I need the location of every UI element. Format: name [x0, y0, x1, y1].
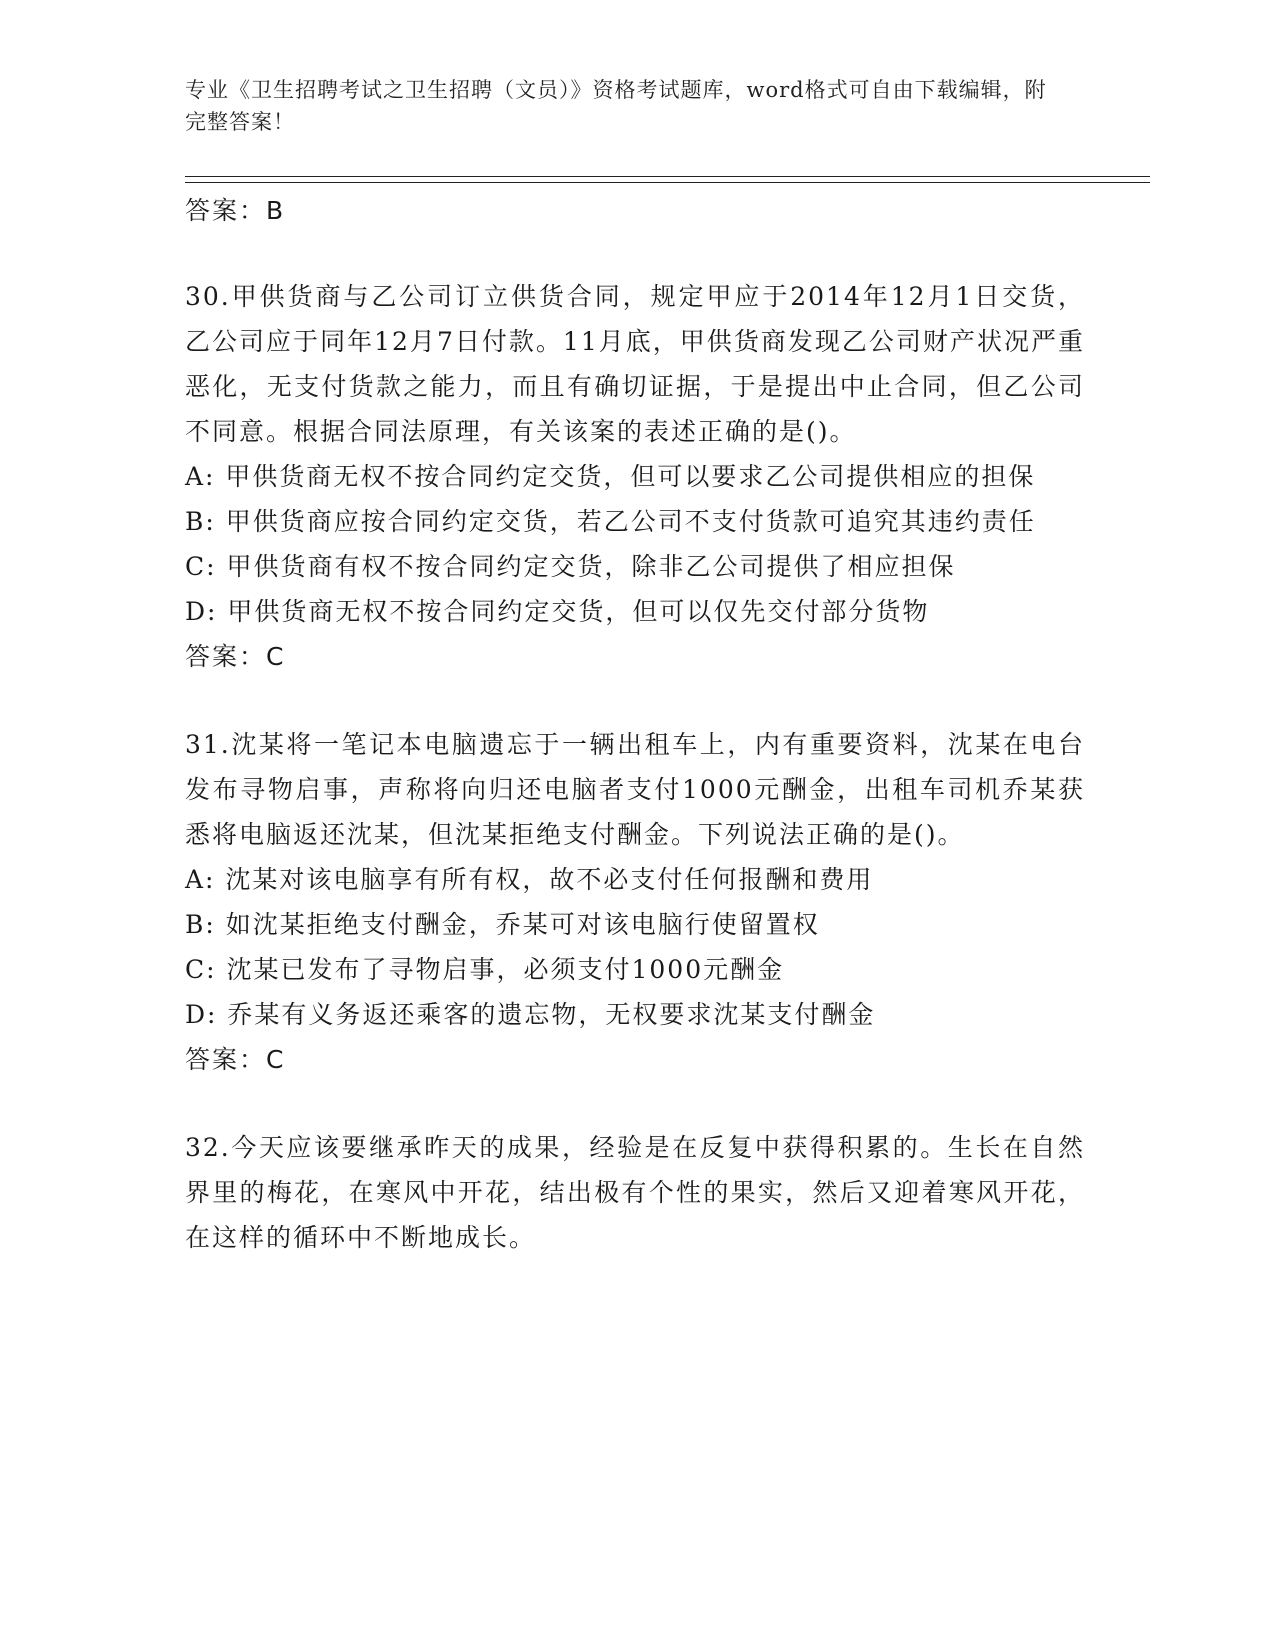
- question-31-option-c: C: 沈某已发布了寻物启事，必须支付1000元酬金: [185, 955, 785, 984]
- answer-30: 答案：C: [185, 642, 286, 671]
- question-32-text: [185, 1125, 1085, 1260]
- question-30-number: 30.: [185, 282, 231, 311]
- answer-29: 答案：B: [185, 196, 286, 225]
- question-31-option-a: A: 沈某对该电脑享有所有权，故不必支付任何报酬和费用: [185, 865, 874, 894]
- question-30-option-d: D: 甲供货商无权不按合同约定交货，但可以仅先交付部分货物: [185, 597, 930, 626]
- answer-31: 答案：C: [185, 1045, 286, 1074]
- question-31-stem: 沈某将一笔记本电脑遗忘于一辆出租车上，内有重要资料，沈某在电台发布寻物启事，声称将向归还电脑者支付1000元酬金，出租车司机乔某获悉将电脑返还沈某，但沈某拒绝支付酬金。下列说法正确的是()。: [185, 730, 1085, 849]
- question-31-option-d: D: 乔某有义务返还乘客的遗忘物，无权要求沈某支付酬金: [185, 1000, 876, 1029]
- question-30-option-b: B: 甲供货商应按合同约定交货，若乙公司不支付货款可追究其违约责任: [185, 507, 1036, 536]
- spacer: [185, 234, 1085, 274]
- question-30-stem: 甲供货商与乙公司订立供货合同，规定甲应于2014年12月1日交货，乙公司应于同年12月7日付款。11月底，甲供货商发现乙公司财产状况严重恶化，无支付货款之能力，而且有确切证据，于是提出中止合同，但乙公司不同意。根据合同法原理，有关该案的表述正确的是()。: [185, 282, 1085, 446]
- header-divider-top: [185, 176, 1150, 177]
- question-30: [185, 274, 1085, 680]
- header-note: 专业《卫生招聘考试之卫生招聘（文员）》资格考试题库，word格式可自由下载编辑，附完整答案！: [185, 78, 1047, 134]
- question-30-option-c: C: 甲供货商有权不按合同约定交货，除非乙公司提供了相应担保: [185, 552, 956, 581]
- spacer: [185, 680, 1085, 722]
- question-30-option-a: A: 甲供货商无权不按合同约定交货，但可以要求乙公司提供相应的担保: [185, 462, 1036, 491]
- question-31-option-b: B: 如沈某拒绝支付酬金，乔某可对该电脑行使留置权: [185, 910, 820, 939]
- header-divider-bottom: [185, 182, 1150, 183]
- question-32-number: 32.: [185, 1133, 231, 1162]
- spacer: [185, 1083, 1085, 1125]
- question-32: [185, 1125, 1085, 1260]
- question-32-stem: 今天应该要继承昨天的成果，经验是在反复中获得积累的。生长在自然界里的梅花，在寒风中开花，结出极有个性的果实，然后又迎着寒风开花，在这样的循环中不断地成长。: [185, 1133, 1085, 1252]
- question-list: [185, 188, 1085, 1260]
- question-30-text: [185, 274, 1085, 454]
- question-31: [185, 722, 1085, 1083]
- question-31-number: 31.: [185, 730, 231, 759]
- question-31-text: [185, 722, 1085, 857]
